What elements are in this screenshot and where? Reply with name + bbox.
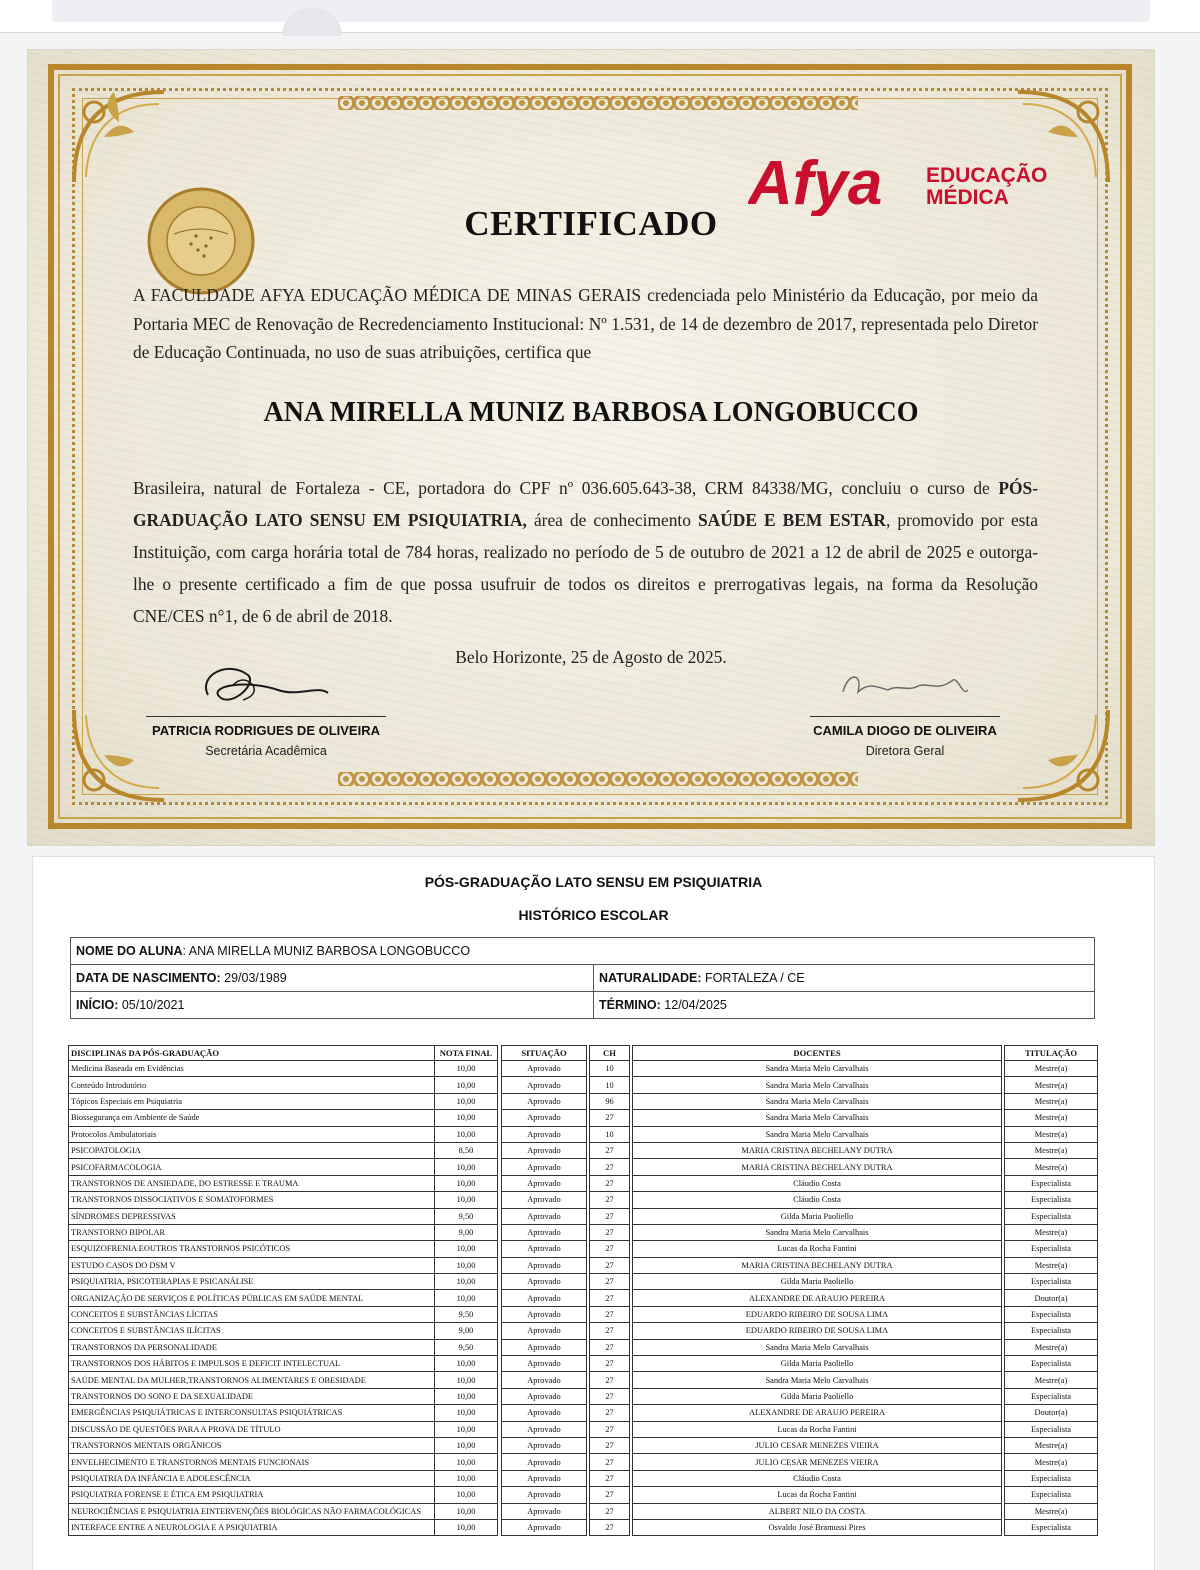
hours-cell: 10	[590, 1126, 630, 1142]
grade-cell: 10,00	[435, 1372, 498, 1388]
status-cell: Aprovado	[502, 1208, 587, 1224]
signature-patricia	[188, 655, 338, 715]
title-cell: Especialista	[1005, 1519, 1098, 1535]
discipline-cell: TRANSTORNO BIPOLAR	[69, 1224, 435, 1240]
hours-cell: 27	[590, 1454, 630, 1470]
hours-cell: 27	[590, 1437, 630, 1453]
grade-cell: 10,00	[435, 1503, 498, 1519]
table-row	[69, 1405, 1098, 1421]
table-row	[69, 1061, 1098, 1077]
course-name: PÓS-GRADUAÇÃO LATO SENSU EM PSIQUIATRIA,	[133, 478, 1038, 530]
teacher-cell: Sandra Maria Melo Carvalhais	[633, 1372, 1002, 1388]
intro-paragraph: A FACULDADE AFYA EDUCAÇÃO MÉDICA DE MINAS GERAIS credenciada pelo Ministério da Educação, por meio da Portaria MEC de Renovação de Recredenciamento Institucional: Nº 1.531, de 14 de dezembro de 2017, representada pelo Diretor de Educação Continuada, no uso de suas atribuições, certifica que	[133, 285, 1038, 362]
table-row	[69, 1437, 1098, 1453]
teacher-cell: Gilda Maria Paoliello	[633, 1274, 1002, 1290]
discipline-cell: Tópicos Especiais em Psiquiatria	[69, 1093, 435, 1109]
grade-cell: 10,00	[435, 1405, 498, 1421]
table-row	[69, 1306, 1098, 1322]
teacher-cell: Gilda Maria Paoliello	[633, 1356, 1002, 1372]
discipline-cell: TRANSTORNOS DOS HÁBITOS E IMPULSOS E DEFICIT INTELECTUAL	[69, 1356, 435, 1372]
teacher-cell: ALEXANDRE DE ARAUJO PEREIRA	[633, 1290, 1002, 1306]
certificate-page	[28, 50, 1154, 845]
title-cell: Mestre(a)	[1005, 1257, 1098, 1273]
hours-cell: 27	[590, 1290, 630, 1306]
title-cell: Especialista	[1005, 1192, 1098, 1208]
col-header-discipline: DISCIPLINAS DA PÓS-GRADUAÇÃO	[69, 1046, 435, 1061]
teacher-cell: EDUARDO RIBEIRO DE SOUSA LIMA	[633, 1323, 1002, 1339]
hours-cell: 27	[590, 1208, 630, 1224]
teacher-cell: Sandra Maria Melo Carvalhais	[633, 1110, 1002, 1126]
discipline-cell: DISCUSSÃO DE QUESTÕES PARA A PROVA DE TÍTULO	[69, 1421, 435, 1437]
start-value: 05/10/2021	[121, 998, 185, 1012]
teacher-cell: MARIA CRISTINA BECHELANY DUTRA	[633, 1142, 1002, 1158]
status-cell: Aprovado	[502, 1306, 587, 1322]
naturality-value: FORTALEZA / CE	[705, 971, 805, 985]
discipline-cell: PSICOPATOLOGIA	[69, 1142, 435, 1158]
table-row	[69, 1192, 1098, 1208]
status-cell: Aprovado	[502, 1405, 587, 1421]
table-row	[69, 1388, 1098, 1404]
title-cell: Especialista	[1005, 1388, 1098, 1404]
status-cell: Aprovado	[502, 1372, 587, 1388]
status-cell: Aprovado	[502, 1519, 587, 1535]
grade-cell: 9,50	[435, 1339, 498, 1355]
teacher-cell: JULIO CESAR MENEZES VIEIRA	[633, 1454, 1002, 1470]
end-cell	[594, 992, 1095, 1019]
grade-cell: 9,50	[435, 1208, 498, 1224]
hours-cell: 27	[590, 1159, 630, 1175]
table-row	[69, 1241, 1098, 1257]
teacher-cell: Lucas da Rocha Fantini	[633, 1241, 1002, 1257]
discipline-cell: CONCEITOS E SUBSTÂNCIAS LÍCITAS	[69, 1306, 435, 1322]
teacher-cell: ALEXANDRE DE ARAUJO PEREIRA	[633, 1405, 1002, 1421]
teacher-cell: Sandra Maria Melo Carvalhais	[633, 1126, 1002, 1142]
signatory-role-left: Secretária Acadêmica	[205, 744, 327, 758]
table-row	[69, 1421, 1098, 1437]
transcript-course-heading: PÓS-GRADUAÇÃO LATO SENSU EM PSIQUIATRIA	[424, 874, 763, 890]
signature-line-right	[810, 716, 1000, 717]
status-cell: Aprovado	[502, 1224, 587, 1240]
grades-body	[69, 1061, 1098, 1536]
teacher-cell: EDUARDO RIBEIRO DE SOUSA LIMA	[633, 1306, 1002, 1322]
table-row	[69, 1519, 1098, 1535]
table-row	[69, 1224, 1098, 1240]
discipline-cell: TRANSTORNOS DO SONO E DA SEXUALIDADE	[69, 1388, 435, 1404]
title-cell: Mestre(a)	[1005, 1110, 1098, 1126]
status-cell: Aprovado	[502, 1077, 587, 1093]
hours-cell: 27	[590, 1388, 630, 1404]
top-ornament-chain	[338, 96, 858, 110]
title-cell: Mestre(a)	[1005, 1061, 1098, 1077]
birth-label: DATA DE NASCIMENTO:	[76, 971, 221, 985]
status-cell: Aprovado	[502, 1503, 587, 1519]
discipline-cell: Protocolos Ambulatoriais	[69, 1126, 435, 1142]
teacher-cell: Gilda Maria Paoliello	[633, 1388, 1002, 1404]
discipline-cell: INTERFACE ENTRE A NEUROLOGIA E A PSIQUIATRIA	[69, 1519, 435, 1535]
discipline-cell: ESTUDO CASOS DO DSM V	[69, 1257, 435, 1273]
discipline-cell: TRANSTORNOS DA PERSONALIDADE	[69, 1339, 435, 1355]
grade-cell: 10,00	[435, 1175, 498, 1191]
signatory-name-left: PATRICIA RODRIGUES DE OLIVEIRA	[152, 723, 380, 738]
title-cell: Especialista	[1005, 1241, 1098, 1257]
grade-cell: 9,50	[435, 1306, 498, 1322]
table-row	[69, 1077, 1098, 1093]
title-cell: Doutor(a)	[1005, 1405, 1098, 1421]
toolbar-strip	[52, 0, 1150, 22]
grade-cell: 10,00	[435, 1093, 498, 1109]
grade-cell: 10,00	[435, 1126, 498, 1142]
grade-cell: 10,00	[435, 1061, 498, 1077]
status-cell: Aprovado	[502, 1487, 587, 1503]
title-cell: Especialista	[1005, 1175, 1098, 1191]
discipline-cell: SÍNDROMES DEPRESSIVAS	[69, 1208, 435, 1224]
status-cell: Aprovado	[502, 1290, 587, 1306]
discipline-cell: ENVELHECIMENTO E TRANSTORNOS MENTAIS FUNCIONAIS	[69, 1454, 435, 1470]
grade-cell: 10,00	[435, 1437, 498, 1453]
table-row	[69, 1110, 1098, 1126]
hours-cell: 27	[590, 1470, 630, 1486]
student-name-cell	[71, 938, 1095, 965]
discipline-cell: PSICOFARMACOLOGIA	[69, 1159, 435, 1175]
discipline-cell: ORGANIZAÇÃO DE SERVIÇOS E POLÍTICAS PÚBLICAS EM SAÚDE MENTAL	[69, 1290, 435, 1306]
title-cell: Especialista	[1005, 1470, 1098, 1486]
title-cell: Mestre(a)	[1005, 1159, 1098, 1175]
teacher-cell: Lucas da Rocha Fantini	[633, 1421, 1002, 1437]
birth-cell	[71, 965, 594, 992]
body-text-1: Brasileira, natural de Fortaleza - CE, portadora do CPF nº 036.605.643-38, CRM 84338/MG, concluiu o curso de	[133, 478, 999, 498]
certificate-title: CERTIFICADO	[464, 204, 718, 243]
status-cell: Aprovado	[502, 1175, 587, 1191]
grade-cell: 10,00	[435, 1388, 498, 1404]
table-row	[69, 1175, 1098, 1191]
grade-cell: 10,00	[435, 1274, 498, 1290]
status-cell: Aprovado	[502, 1159, 587, 1175]
hours-cell: 27	[590, 1519, 630, 1535]
teacher-cell: Sandra Maria Melo Carvalhais	[633, 1093, 1002, 1109]
title-cell: Mestre(a)	[1005, 1093, 1098, 1109]
title-cell: Especialista	[1005, 1421, 1098, 1437]
discipline-cell: PSIQUIATRIA DA INFÂNCIA E ADOLESCÊNCIA	[69, 1470, 435, 1486]
teacher-cell: Cláudio Costa	[633, 1192, 1002, 1208]
title-cell: Especialista	[1005, 1306, 1098, 1322]
table-row	[69, 1257, 1098, 1273]
hours-cell: 27	[590, 1405, 630, 1421]
grade-cell: 10,00	[435, 1159, 498, 1175]
hours-cell: 27	[590, 1192, 630, 1208]
table-row	[69, 1093, 1098, 1109]
hours-cell: 27	[590, 1487, 630, 1503]
status-cell: Aprovado	[502, 1142, 587, 1158]
title-cell: Especialista	[1005, 1274, 1098, 1290]
status-cell: Aprovado	[502, 1388, 587, 1404]
start-cell	[71, 992, 594, 1019]
naturality-cell	[594, 965, 1095, 992]
bottom-ornament-chain	[338, 772, 858, 786]
title-cell: Mestre(a)	[1005, 1503, 1098, 1519]
hours-cell: 27	[590, 1241, 630, 1257]
grade-cell: 10,00	[435, 1356, 498, 1372]
discipline-cell: TRANSTORNOS DE ANSIEDADE, DO ESTRESSE E TRAUMA	[69, 1175, 435, 1191]
naturality-label: NATURALIDADE:	[599, 971, 702, 985]
status-cell: Aprovado	[502, 1437, 587, 1453]
hours-cell: 27	[590, 1503, 630, 1519]
grade-cell: 10,00	[435, 1110, 498, 1126]
grade-cell: 9,00	[435, 1224, 498, 1240]
knowledge-area: SAÚDE E BEM ESTAR	[697, 510, 886, 530]
col-header-status: SITUAÇÃO	[502, 1046, 587, 1061]
certificate-body	[133, 472, 1038, 632]
hours-cell: 27	[590, 1175, 630, 1191]
teacher-cell: Sandra Maria Melo Carvalhais	[633, 1061, 1002, 1077]
svg-text:EDUCAÇÃO: EDUCAÇÃO	[926, 164, 1048, 187]
transcript-page	[33, 857, 1154, 1570]
signatory-name-right: CAMILA DIOGO DE OLIVEIRA	[813, 723, 997, 738]
grade-cell: 10,00	[435, 1290, 498, 1306]
teacher-cell: JULIO CESAR MENEZES VIEIRA	[633, 1437, 1002, 1453]
discipline-cell: NEUROCIÊNCIAS E PSIQUIATRIA EINTERVENÇÕES BIOLÓGICAS NÃO FARMACOLÓGICAS	[69, 1503, 435, 1519]
title-cell: Mestre(a)	[1005, 1077, 1098, 1093]
status-cell: Aprovado	[502, 1061, 587, 1077]
table-row	[69, 1142, 1098, 1158]
table-row	[69, 1126, 1098, 1142]
teacher-cell: Lucas da Rocha Fantini	[633, 1487, 1002, 1503]
table-row	[69, 1372, 1098, 1388]
status-cell: Aprovado	[502, 1241, 587, 1257]
title-cell: Mestre(a)	[1005, 1224, 1098, 1240]
table-row	[69, 1274, 1098, 1290]
status-cell: Aprovado	[502, 1421, 587, 1437]
teacher-cell: Gilda Maria Paoliello	[633, 1208, 1002, 1224]
discipline-cell: EMERGÊNCIAS PSIQUIÁTRICAS E INTERCONSULTAS PSIQUIÁTRICAS	[69, 1405, 435, 1421]
grade-cell: 10,00	[435, 1454, 498, 1470]
title-cell: Mestre(a)	[1005, 1339, 1098, 1355]
col-header-grade: NOTA FINAL	[435, 1046, 498, 1061]
grade-cell: 10,00	[435, 1470, 498, 1486]
teacher-cell: Cláudio Costa	[633, 1470, 1002, 1486]
grades-header-row	[69, 1046, 1098, 1061]
title-cell: Mestre(a)	[1005, 1454, 1098, 1470]
status-cell: Aprovado	[502, 1356, 587, 1372]
end-value: 12/04/2025	[664, 998, 727, 1012]
hours-cell: 27	[590, 1257, 630, 1273]
teacher-cell: MARIA CRISTINA BECHELANY DUTRA	[633, 1257, 1002, 1273]
status-cell: Aprovado	[502, 1257, 587, 1273]
status-cell: Aprovado	[502, 1274, 587, 1290]
student-info-table	[70, 937, 1095, 1019]
table-row	[69, 1454, 1098, 1470]
table-row	[69, 1159, 1098, 1175]
table-row	[69, 1290, 1098, 1306]
title-cell: Doutor(a)	[1005, 1290, 1098, 1306]
transcript-title: HISTÓRICO ESCOLAR	[518, 907, 669, 923]
teacher-cell: ALBERT NILO DA COSTA	[633, 1503, 1002, 1519]
status-cell: Aprovado	[502, 1093, 587, 1109]
grade-cell: 10,00	[435, 1487, 498, 1503]
body-text-3: , promovido por esta Instituição, com carga horária total de 784 horas, realizado no período de 5 de outubro de 2021 a 12 de abril de 2025 e outorga-lhe o presente certificado a fim de que possa usufruir de todos os direitos e prerrogativas legais, na forma da Resolução CNE/CES n°1, de 6 de abril de 2018.	[133, 510, 1038, 626]
signatory-role-right: Diretora Geral	[865, 744, 945, 758]
grade-cell: 9,00	[435, 1323, 498, 1339]
hours-cell: 27	[590, 1356, 630, 1372]
discipline-cell: Biossegurança em Ambiente de Saúde	[69, 1110, 435, 1126]
table-row	[69, 1208, 1098, 1224]
discipline-cell: TRANSTORNOS MENTAIS ORGÂNICOS	[69, 1437, 435, 1453]
teacher-cell: Sandra Maria Melo Carvalhais	[633, 1224, 1002, 1240]
hours-cell: 27	[590, 1224, 630, 1240]
discipline-cell: PSIQUIATRIA FORENSE E ÉTICA EM PSIQUIATRIA	[69, 1487, 435, 1503]
table-row	[69, 1487, 1098, 1503]
discipline-cell: CONCEITOS E SUBSTÂNCIAS ILÍCITAS	[69, 1323, 435, 1339]
grade-cell: 10,00	[435, 1257, 498, 1273]
place-and-date: Belo Horizonte, 25 de Agosto de 2025.	[455, 647, 727, 667]
discipline-cell: TRANSTORNOS DISSOCIATIVOS E SOMATOFORMES	[69, 1192, 435, 1208]
student-name: ANA MIRELLA MUNIZ BARBOSA LONGOBUCCO	[263, 397, 919, 428]
title-cell: Mestre(a)	[1005, 1142, 1098, 1158]
end-label: TÉRMINO:	[599, 998, 661, 1012]
status-cell: Aprovado	[502, 1454, 587, 1470]
table-row	[69, 1470, 1098, 1486]
hours-cell: 27	[590, 1306, 630, 1322]
hours-cell: 27	[590, 1372, 630, 1388]
hours-cell: 27	[590, 1274, 630, 1290]
student-name-value: : ANA MIRELLA MUNIZ BARBOSA LONGOBUCCO	[182, 944, 471, 958]
discipline-cell: SAÚDE MENTAL DA MULHER,TRANSTORNOS ALIMENTARES E OBESIDADE	[69, 1372, 435, 1388]
student-name-label: NOME DO ALUNA	[76, 944, 183, 958]
signature-camila	[833, 662, 973, 707]
grade-cell: 10,00	[435, 1421, 498, 1437]
body-text-2: área de conhecimento	[526, 510, 698, 530]
discipline-cell: PSIQUIATRIA, PSICOTERAPIAS E PSICANÁLISE	[69, 1274, 435, 1290]
hours-cell: 10	[590, 1077, 630, 1093]
status-cell: Aprovado	[502, 1126, 587, 1142]
status-cell: Aprovado	[502, 1192, 587, 1208]
title-cell: Especialista	[1005, 1208, 1098, 1224]
discipline-cell: Medicina Baseada em Evidências	[69, 1061, 435, 1077]
table-row	[69, 1339, 1098, 1355]
hours-cell: 27	[590, 1339, 630, 1355]
status-cell: Aprovado	[502, 1470, 587, 1486]
status-cell: Aprovado	[502, 1110, 587, 1126]
hours-cell: 10	[590, 1061, 630, 1077]
teacher-cell: Cláudio Costa	[633, 1175, 1002, 1191]
grades-table	[68, 1045, 1098, 1536]
svg-text:Afya: Afya	[748, 149, 883, 216]
status-cell: Aprovado	[502, 1323, 587, 1339]
hours-cell: 27	[590, 1421, 630, 1437]
title-cell: Especialista	[1005, 1323, 1098, 1339]
grade-cell: 10,00	[435, 1192, 498, 1208]
grade-cell: 8,50	[435, 1142, 498, 1158]
table-row	[69, 1323, 1098, 1339]
birth-value: 29/03/1989	[224, 971, 287, 985]
col-header-teachers: DOCENTES	[633, 1046, 1002, 1061]
col-header-title: TITULAÇÃO	[1005, 1046, 1098, 1061]
grade-cell: 10,00	[435, 1519, 498, 1535]
corner-ornament-top-left	[64, 82, 174, 192]
teacher-cell: Osvaldo José Bramussi Pires	[633, 1519, 1002, 1535]
teacher-cell: Sandra Maria Melo Carvalhais	[633, 1339, 1002, 1355]
teacher-cell: MARIA CRISTINA BECHELANY DUTRA	[633, 1159, 1002, 1175]
discipline-cell: Conteúdo Introdutório	[69, 1077, 435, 1093]
hours-cell: 27	[590, 1110, 630, 1126]
discipline-cell: ESQUIZOFRENIA EOUTROS TRANSTORNOS PSICÓTICOS	[69, 1241, 435, 1257]
signature-line-left	[146, 716, 386, 717]
title-cell: Mestre(a)	[1005, 1126, 1098, 1142]
teacher-cell: Sandra Maria Melo Carvalhais	[633, 1077, 1002, 1093]
hours-cell: 27	[590, 1323, 630, 1339]
svg-text:MÉDICA: MÉDICA	[926, 186, 1009, 209]
title-cell: Mestre(a)	[1005, 1437, 1098, 1453]
grade-cell: 10,00	[435, 1077, 498, 1093]
col-header-hours: CH	[590, 1046, 630, 1061]
title-cell: Especialista	[1005, 1487, 1098, 1503]
status-cell: Aprovado	[502, 1339, 587, 1355]
table-row	[69, 1503, 1098, 1519]
title-cell: Especialista	[1005, 1356, 1098, 1372]
table-row	[69, 1356, 1098, 1372]
start-label: INÍCIO:	[76, 998, 119, 1012]
viewer-toolbar	[0, 0, 1200, 33]
hours-cell: 96	[590, 1093, 630, 1109]
hours-cell: 27	[590, 1142, 630, 1158]
title-cell: Mestre(a)	[1005, 1372, 1098, 1388]
grade-cell: 10,00	[435, 1241, 498, 1257]
